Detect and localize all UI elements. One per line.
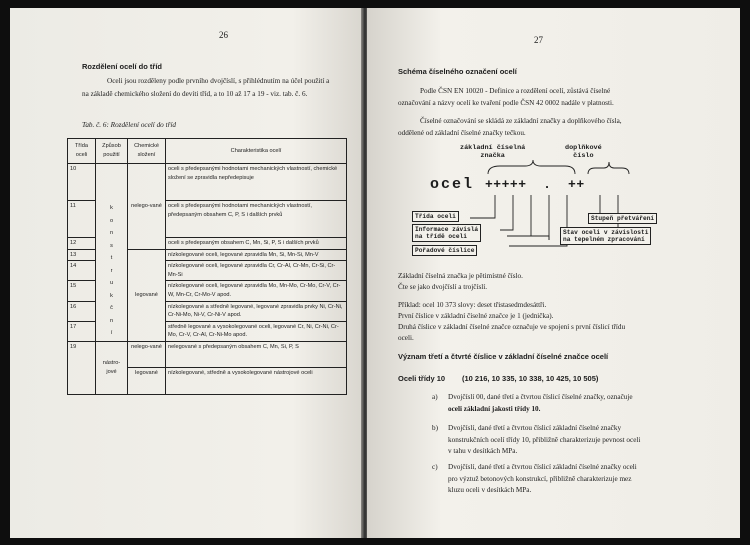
- box-class-info: Informace závislá na třídě oceli: [412, 224, 481, 242]
- para3-line-1: Základní číselná značka je pětimístné číslo.: [398, 272, 523, 280]
- steel-classes-table: [67, 138, 347, 395]
- table-row: 14 nízkolegované oceli, legované zpravidla Cr, Cr-Al, Cr-Mn, Cr-Si, Cr-Mn-Si: [68, 261, 347, 281]
- item-b-letter: b): [432, 424, 438, 432]
- para2-line-1: Číselné označování se skládá ze základní značky a doplňkového čísla,: [420, 117, 622, 125]
- label-basic-number: základní číselná značka: [460, 144, 526, 160]
- table-header-row: [68, 139, 347, 164]
- item-a-letter: a): [432, 393, 438, 401]
- left-heading: Rozdělení ocelí do tříd: [82, 62, 163, 71]
- box-deformation-stage: Stupeň přetváření: [588, 213, 657, 224]
- right-heading: Schéma číselného označení ocelí: [398, 67, 517, 76]
- table-caption: Tab. č. 6: Rozdělení ocelí do tříd: [82, 121, 176, 129]
- table-row: 19 nástro-jové nelego-vané nelegované s předepsaným obsahem C, Mn, Si, P, S: [68, 341, 347, 368]
- para2-line-2: oddělené od základní číselné značky tečkou.: [398, 129, 526, 137]
- diagram-word-ocel: ocel: [430, 176, 475, 193]
- diagram-digits: +++++ . ++: [485, 177, 585, 192]
- para1-line-1: Podle ČSN EN 10020 - Definice a rozdělení ocelí, zůstává číselné: [420, 87, 611, 95]
- table-row: legované nízkolegované, středně a vysokolegované nástrojové oceli: [68, 368, 347, 395]
- table-row: 17 středně legované a vysokolegované oceli, legované Cr, Ni, Cr-Ni, Cr-Mo, Cr-V, Cr-Al, Cr-Ni-Mo apod.: [68, 321, 347, 341]
- table-row: 12 oceli s předepsaným obsahem C, Mn, Si, P, S i dalších prvků: [68, 238, 347, 250]
- table-row: 16 nízkolegované a středně legované, legované zpravidla prvky Ni, Cr-Ni, Cr-Ni-Mo, Ni-V, Cr-Ni-V apod.: [68, 301, 347, 321]
- para4-line-2: První číslice v základní číselné značce je 1 (jednička).: [398, 312, 554, 320]
- label-supplementary-number: doplňkové číslo: [565, 144, 602, 160]
- left-paragraph-line-1: Oceli jsou rozděleny podle prvního dvojčíslí, s přihlédnutím na účel použití a: [107, 77, 330, 85]
- box-heat-treatment-state: Stav oceli v závislosti na tepelném zpracování: [560, 227, 651, 245]
- box-steel-class: Třída oceli: [412, 211, 459, 222]
- left-paragraph-line-2: na základě chemického složení do devíti tříd, a to 10 až 17 a 19 - viz. tab. č. 6.: [82, 90, 308, 98]
- item-c-letter: c): [432, 463, 438, 471]
- table-row: 11 oceli s předepsanými hodnotami mechanických vlastností, předepsaným obsahem C, P, S i dalších prvků: [68, 201, 347, 238]
- para1-line-2: označování a názvy ocelí ke tvaření podle ČSN 42 0002 nadále v platnosti.: [398, 99, 614, 107]
- chem-legovane-cell: legované: [128, 249, 166, 341]
- item-c-text: Dvojčíslí, dané třetí a čtvrtou číslicí základní číselné značky oceli pro výztuž betonových konstrukcí, přibližně charakterizuje mez kluzu oceli v desítkách MPa.: [448, 463, 637, 494]
- para4-line-1: Příklad: ocel 10 373 slovy: deset třistasedmdesáttři.: [398, 301, 547, 309]
- para3-line-2: Čte se jako dvojčíslí a trojčíslí.: [398, 283, 488, 291]
- para4-line-4: oceli.: [398, 334, 414, 342]
- class10-label: Oceli třídy 10: [398, 374, 446, 383]
- para4-line-3: Druhá číslice v základní číselné značce označuje ve spojení s první číslicí třídu: [398, 323, 626, 331]
- header-usage: Způsob použití: [96, 139, 128, 164]
- usage-konstrukcni-cell: k o n s t r u k č n í: [96, 164, 128, 342]
- table-row: 13 legované nízkolegované oceli, legované zpravidla Mn, Si, Mn-Si, Mn-V: [68, 249, 347, 261]
- item-a-text: Dvojčíslí 00, dané třetí a čtvrtou číslicí číselné značky, označuje oceli základní jakosti třídy 10.: [448, 393, 633, 413]
- class10-examples: (10 216, 10 335, 10 338, 10 425, 10 505): [462, 374, 599, 383]
- table-row: 15 nízkolegované oceli, legované zpravidla Mo, Mn-Mo, Cr-Mo, Cr-V, Cr-W, Mn-Cr, Cr-Mo-V apod.: [68, 281, 347, 301]
- designation-diagram-lines: [405, 140, 705, 260]
- heading-third-fourth-digit: Význam třetí a čtvrté číslice v základní číselné značce ocelí: [398, 352, 609, 361]
- right-page-number: 27: [534, 35, 543, 45]
- usage-nastrojove-cell: nástro-jové: [96, 341, 128, 394]
- item-b-text: Dvojčíslí, dané třetí a čtvrtou číslicí základní číselné značky konstrukčních ocelí třídy 10, přibližně charakterizuje pevnost oceli v tahu v desítkách MPa.: [448, 424, 641, 455]
- table-row: 10 k o n s t r u k č n í nelego-vané oceli s předepsanými hodnotami mechanických vlastností, chemické složení se zpravidla nepředepisuje: [68, 164, 347, 201]
- chem-19-legovane-cell: legované: [128, 368, 166, 395]
- left-page-number: 26: [219, 30, 228, 40]
- header-characteristics: Charakteristika ocelí: [166, 139, 347, 164]
- chem-19-nelegovane-cell: nelego-vané: [128, 341, 166, 368]
- header-class: Třída oceli: [68, 139, 96, 164]
- header-chemistry: Chemické složení: [128, 139, 166, 164]
- chem-nelegovane-cell: nelego-vané: [128, 164, 166, 250]
- box-order-digits: Pořadové číslice: [412, 245, 477, 256]
